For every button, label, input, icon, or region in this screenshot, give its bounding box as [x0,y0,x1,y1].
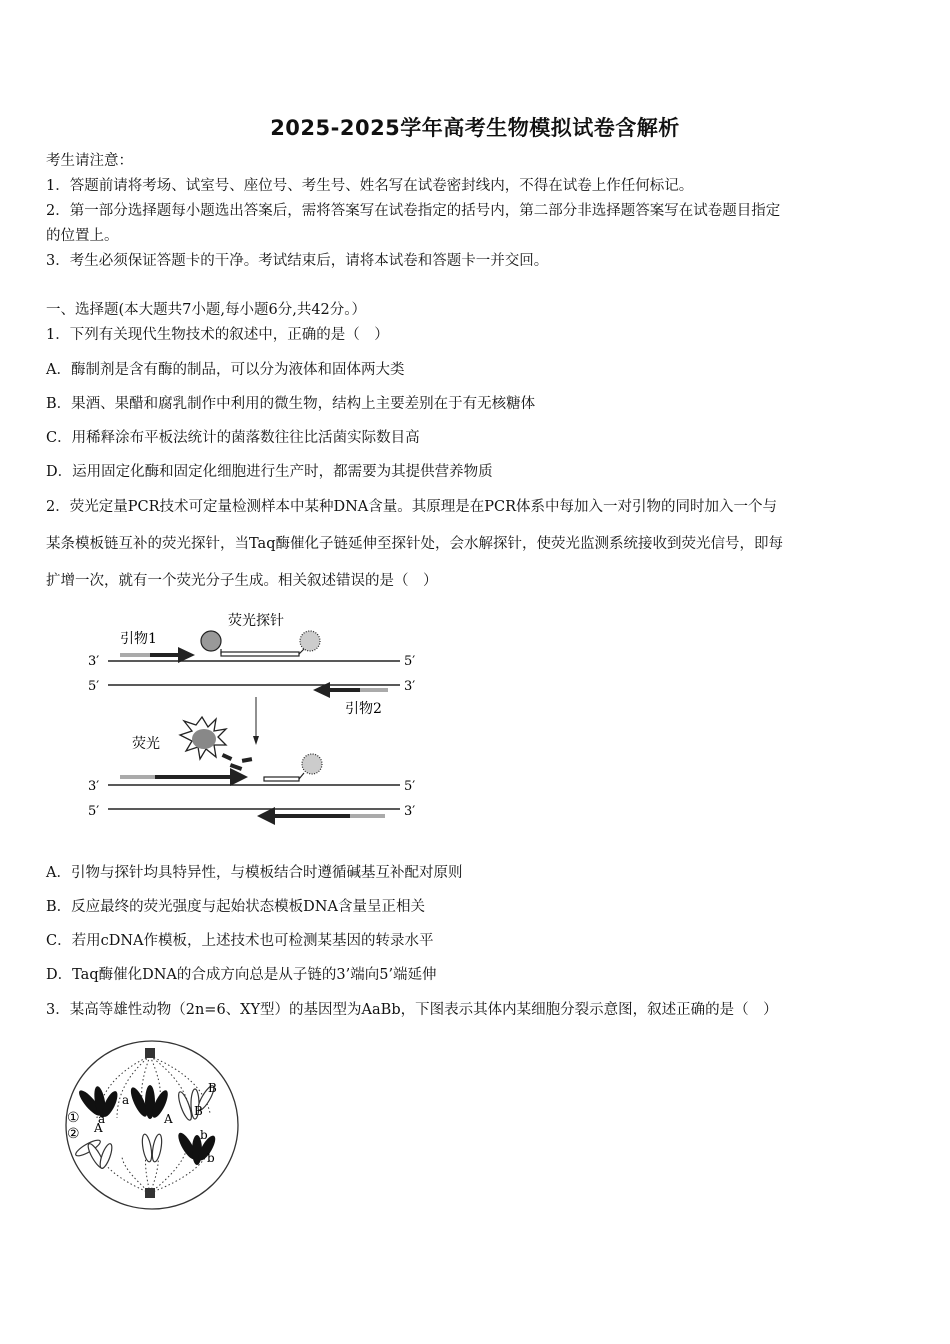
pcr-probe-diagram [80,605,430,830]
q1-option-b: B．果酒、果醋和腐乳制作中利用的微生物，结构上主要差别在于有无核糖体 [46,396,536,412]
primer2-label: 引物2 [345,701,382,717]
probe-fragment [222,753,233,761]
top-strand-5end: 5′ [404,654,416,669]
q1-option-c: C．用稀释涂布平板法统计的菌落数往往比活菌实际数目高 [46,430,420,446]
gene-label-b-mid: b [200,1128,208,1142]
probe-fragment [242,757,253,763]
lower-bottom-strand-5end: 5′ [88,804,100,819]
page-title: 2025-2025学年高考生物模拟试卷含解析 [270,116,680,140]
centrosome-bottom [145,1188,155,1198]
fluorescence-label: 荧光 [132,736,160,752]
q2-option-d: D．Taq酶催化DNA的合成方向总是从子链的3’端向5’端延伸 [46,967,437,983]
q2-option-b: B．反应最终的荧光强度与起始状态模板DNA含量呈正相关 [46,899,425,915]
bottom-strand-5end: 5′ [88,679,100,694]
q3-stem: 3．某高等雄性动物（2n=6、XY型）的基因型为AaBb，下图表示其体内某细胞分裂示意图，叙述正确的是（ ） [46,1002,778,1018]
notice-item-3: 3．考生必须保证答题卡的干净。考试结束后，请将本试卷和答题卡一并交回。 [46,253,549,269]
notice-item-1: 1．答题前请将考场、试室号、座位号、考生号、姓名写在试卷密封线内，不得在试卷上作任何标记。 [46,178,694,194]
q2-stem-line-3: 扩增一次，就有一个荧光分子生成。相关叙述错误的是（ ） [46,573,438,589]
gene-label-A-left: A [94,1121,103,1135]
q1-option-a: A．酶制剂是含有酶的制品，可以分为液体和固体两大类 [46,362,405,378]
gene-label-B-top: B [208,1081,217,1095]
cell-division-diagram [62,1038,247,1213]
gene-label-a-left: a [98,1112,106,1126]
cell-membrane [66,1041,238,1209]
centrosome-top [145,1048,155,1058]
q1-stem: 1．下列有关现代生物技术的叙述中，正确的是（ ） [46,327,389,343]
q2-option-c: C．若用cDNA作模板，上述技术也可检测某基因的转录水平 [46,933,434,949]
chromosome-label-1: ① [67,1110,80,1126]
q2-stem-line-2: 某条模板链互补的荧光探针，当Taq酶催化子链延伸至探针处，会水解探针，使荧光监测系统接收到荧光信号，即每 [46,536,783,552]
chromosome-label-2: ② [67,1126,80,1142]
gene-label-B-mid: B [194,1104,203,1118]
probe-label: 荧光探针 [228,613,284,629]
bottom-strand-3end: 3′ [404,679,416,694]
released-reporter-dye [192,729,216,749]
lower-top-strand-3end: 3′ [88,779,100,794]
quencher-remaining [302,754,322,774]
remaining-probe [264,777,299,781]
q2-option-a: A．引物与探针均具特异性，与模板结合时遵循碱基互补配对原则 [46,865,463,881]
q2-stem-line-1: 2．荧光定量PCR技术可定量检测样本中某种DNA含量。其原理是在PCR体系中每加入一对引物的同时加入一个与 [46,499,778,515]
gene-label-a-mid: a [122,1093,130,1107]
notice-item-2-cont: 的位置上。 [46,228,119,244]
lower-top-strand-5end: 5′ [404,779,416,794]
extending-strand-head [230,768,248,786]
lower-bottom-strand-3end: 3′ [404,804,416,819]
q1-option-d: D．运用固定化酶和固定化细胞进行生产时，都需要为其提供营养物质 [46,464,493,480]
probe-strand [221,652,299,656]
notice-item-2: 2．第一部分选择题每小题选出答案后，需将答案写在试卷指定的括号内，第二部分非选择题答案写在试卷题目指定 [46,203,781,219]
notice-heading: 考生请注意： [46,153,133,169]
top-strand-3end: 3′ [88,654,100,669]
gene-label-A-mid: A [164,1112,173,1126]
primer1-label: 引物1 [120,631,157,647]
section-heading: 一、选择题(本大题共7小题,每小题6分,共42分。） [46,302,367,318]
probe-quencher [300,631,320,651]
gene-label-b-bottom: b [207,1151,215,1165]
probe-reporter-dye [201,631,221,651]
